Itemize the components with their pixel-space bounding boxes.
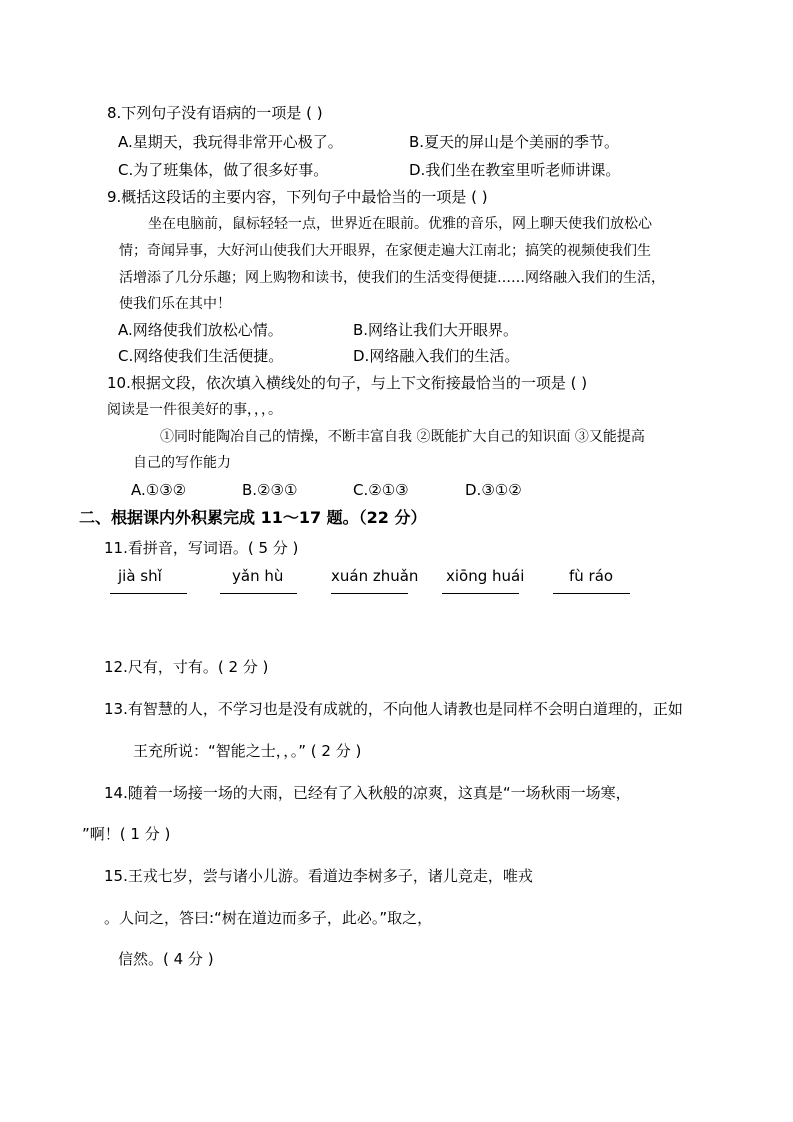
q14-line: 14.随着一场接一场的大雨，已经有了入秋般的凉爽，这真是“一场秋雨一场寒，	[104, 784, 631, 802]
pinyin-label: jià shǐ	[118, 567, 162, 585]
q9-passage-line: 坐在电脑前，鼠标轻轻一点，世界近在眼前。优雅的音乐，网上聊天使我们放松心	[148, 216, 652, 232]
answer-blank[interactable]	[110, 593, 187, 594]
q10-items-line: 自己的写作能力	[133, 455, 231, 471]
q8-stem: 8.下列句子没有语病的一项是 ( )	[107, 104, 323, 122]
pinyin-label: fù ráo	[569, 567, 614, 585]
q10-items-line: ①同时能陶冶自己的情操，不断丰富自我 ②既能扩大自己的知识面 ③又能提高	[160, 429, 645, 445]
q11-stem: 11.看拼音，写词语。( 5 分 )	[104, 539, 299, 557]
q10-option-a: A.①③②	[131, 481, 187, 499]
q9-option-a: A.网络使我们放松心情。	[118, 321, 283, 339]
q9-passage-line: 使我们乐在其中！	[119, 296, 231, 312]
answer-blank[interactable]	[442, 593, 519, 594]
q15-line: 15.王戎七岁，尝与诸小儿游。看道边李树多子，诸儿竞走，唯戎	[104, 867, 533, 885]
pinyin-label: xiōng huái	[446, 567, 525, 585]
answer-blank[interactable]	[553, 593, 630, 594]
q9-option-b: B.网络让我们大开眼界。	[353, 321, 519, 339]
pinyin-label: xuán zhuǎn	[331, 567, 419, 585]
q13-line: 13.有智慧的人，不学习也是没有成就的，不向他人请教也是同样不会明白道理的，正如	[104, 700, 683, 718]
q10-stem: 10.根据文段，依次填入横线处的句子，与上下文衔接最恰当的一项是 ( )	[107, 374, 588, 392]
q10-option-d: D.③①②	[465, 481, 522, 499]
q8-option-a: A.星期天，我玩得非常开心极了。	[118, 133, 343, 151]
answer-blank[interactable]	[331, 593, 408, 594]
answer-blank[interactable]	[220, 593, 297, 594]
q10-text: 阅读是一件很美好的事，，，。	[107, 402, 282, 418]
q9-option-d: D.网络融入我们的生活。	[353, 347, 520, 365]
q8-option-c: C.为了班集体，做了很多好事。	[118, 161, 329, 179]
q14-line: ”啊！( 1 分 )	[82, 825, 171, 843]
q15-line: 信然。( 4 分 )	[118, 950, 214, 968]
q8-option-b: B.夏天的屏山是个美丽的季节。	[409, 133, 620, 151]
pinyin-label: yǎn hù	[232, 567, 284, 585]
q9-stem: 9.概括这段话的主要内容，下列句子中最恰当的一项是 ( )	[107, 188, 488, 206]
q15-line: 。人问之，答曰:“树在道边而多子，此必。”取之，	[104, 909, 433, 927]
q10-option-b: B.②③①	[242, 481, 298, 499]
section-2-heading: 二、根据课内外积累完成 11～17 题。（22 分）	[79, 508, 427, 527]
q8-option-d: D.我们坐在教室里听老师讲课。	[409, 161, 621, 179]
q12-stem: 12.尺有，寸有。( 2 分 )	[104, 658, 269, 676]
q10-option-c: C.②①③	[353, 481, 409, 499]
q9-option-c: C.网络使我们生活便捷。	[118, 347, 284, 365]
q9-passage-line: 活增添了几分乐趣；网上购物和读书，使我们的生活变得便捷……网络融入我们的生活，	[119, 270, 665, 286]
q13-line: 王充所说：“智能之士，，。” ( 2 分 )	[133, 742, 362, 760]
q9-passage-line: 情；奇闻异事，大好河山使我们大开眼界，在家便走遍大江南北；搞笑的视频使我们生	[119, 243, 651, 259]
